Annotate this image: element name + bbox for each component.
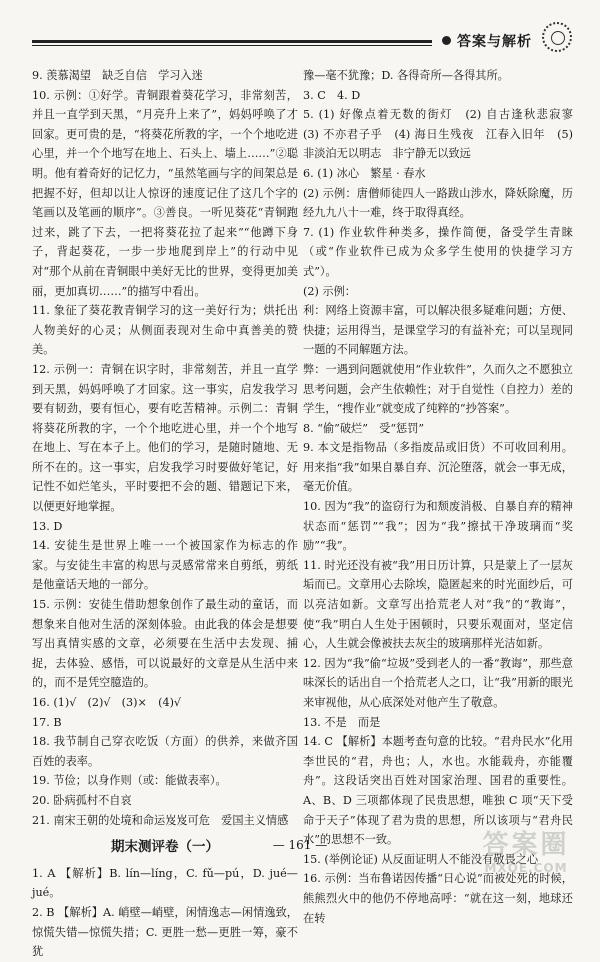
answer-item: 5. (1) 好像点着无数的街灯 (2) 自古逢秋悲寂寥 (3) 不亦君子乎 (4) 海日生残夜 江春入旧年 (5) 非淡泊无以明志 非宁静无以致远	[303, 108, 585, 161]
page-header	[32, 28, 572, 54]
answer-item: (2) 示例：	[303, 284, 356, 298]
watermark-url: MXQE.COM	[484, 861, 568, 875]
answer-item: 17. B	[32, 715, 62, 729]
answer-item: 16. 示例：当布鲁诺因传播“日心说”而被处死的时候，熊熊烈火中的他仍不停地高呼：“就在这一刻，地球还在转	[303, 872, 573, 925]
section-title: 期末测评卷（一）	[111, 839, 219, 856]
bullet-icon	[442, 36, 451, 45]
answer-item: 10. 示例：①好学。青铜跟着葵花学习，非常刻苦，并且一直学到天黑，“月亮升上来了”，妈妈呼唤了才回家。更可贵的是，“将葵花所教的字，一个个地吃进心里，并一个个地写在地上、石头上、墙上……”②聪明。他有着奇好的记忆力，“虽然笔画与字的间架总是把握不好，但却以让人惊讶的速度记住了这几个字的笔画以及笔画的顺序”。③善良。一听见葵花“青铜跑过来，跳了下去，一把将葵花拉了起来”“他蹲下身子，背起葵花，一步一步地爬到岸上”的行动中见对“那个从前在青铜眼中美好无比的世界，变得更加美丽，更加真切……”的描写中看出。	[32, 88, 298, 298]
header-rule-thin	[32, 45, 432, 46]
answer-item: 9. 本文是指物品（多指废品或旧货）不可收回利用。用来指“我”如果自暴自弃、沉沦堕落，就会一事无成，毫无价值。	[303, 441, 573, 494]
answer-item: 2. B 【解析】A. 峭壁—峭壁，闲情逸志—闲情逸致，惊慌失错—惊慌失措；C. 更胜一愁—更胜一筹，豪不犹	[32, 905, 298, 959]
answer-item: 10. 因为“我”的盗窃行为和颓废消极、自暴自弃的精神状态而“惩罚”“我”；因为“我”擦拭干净玻璃而“奖励”“我”。	[303, 500, 573, 553]
answer-item: 12. 因为“我”偷“垃圾”受到老人的一番“教诲”，那些意味深长的话出自一个拾荒老人之口，让“我”用新的眼光来审视他，从心底深处对他产生了敬意。	[303, 656, 573, 709]
answer-item: 21. 南宋王朝的处境和命运岌岌可危 爱国主义情感	[32, 813, 289, 827]
answer-item: 6. (1) 冰心 繁星 · 春水	[303, 166, 426, 180]
answer-item: 13. 不是 而是	[303, 715, 381, 729]
answer-item: 利：网络上资源丰富，可以解决很多疑难问题；方便、快捷；运用得当，是课堂学习的有益补充；可以呈现同一题的不同解题方法。	[303, 304, 573, 357]
left-column	[32, 66, 298, 962]
answer-item: 15. 示例：安徒生借助想象创作了最生动的童话，而想象来自他对生活的深刻体验。由此我的体会是想要写出真情实感的文章，必须要在生活中去发现、捕捉，去体验、感悟，可以说最好的文章是从生活中来的，而不是凭空臆造的。	[32, 598, 298, 690]
answer-item: 1. A 【解析】B. lín—líng，C. fǔ—pú，D. jué—jué。	[32, 866, 298, 900]
header-rule	[32, 40, 432, 43]
answer-item: 11. 时光还没有被“我”用日历计算，只是蒙上了一层灰垢而已。文章用心去除埃，隐匿起来的时光面纱后，可以亮洁如新。文章写出拾荒老人对“我”的“教诲”，使“我”明白人生处于困顿时，只要乐观面对，坚定信心，人生就会像被扶去灰尘的玻璃那样光洁如新。	[303, 558, 573, 651]
answer-item: 13. D	[32, 519, 63, 533]
answer-item: (2) 示例：唐僧师徒四人一路跋山涉水，降妖除魔，历经九九八十一难，终于取得真经。	[303, 186, 573, 220]
header-title: 答案与解析	[457, 34, 532, 50]
answer-item: 11. 象征了葵花教青铜学习的这一美好行为；烘托出人物美好的心灵；从侧面表现对生命中真善美的赞美。	[32, 304, 298, 357]
watermark-text: 答案圈	[482, 830, 570, 860]
answer-item: 豫—毫不犹豫；D. 各得奇所—各得其所。	[303, 69, 509, 82]
answer-item: 9. 羡慕渴望 缺乏自信 学习入迷	[32, 69, 203, 82]
answer-item: 7. (1) 作业软件种类多，操作简便，备受学生青睐（或“作业软件已成为众多学生使用的快捷学习方式”）。	[303, 225, 573, 278]
answer-item: 弊：一遇到问题就使用“作业软件”，久而久之不愿独立思考问题，会产生依赖性；对于自觉性（自控力）差的学生，“搜作业”就变成了纯粹的“抄答案”。	[303, 362, 573, 416]
answer-item: 20. 卧病孤村不自哀	[32, 793, 132, 807]
sun-logo-icon	[542, 22, 572, 52]
answer-item: 18. 我节制自己穿衣吃饭（方面）的供养，来做齐国百姓的表率。	[32, 735, 298, 768]
answer-item: 14. 安徒生是世界上唯一一个被国家作为标志的作家。与安徒生丰富的构思与灵感常常来自剪纸，剪纸是他童话天地的一部分。	[32, 539, 298, 592]
answer-item: 3. C 4. D	[303, 88, 361, 102]
answer-item: 8. “偷”破烂” 受“惩罚”	[303, 421, 425, 435]
right-column	[303, 66, 585, 928]
answer-item: 14. C 【解析】本题考查句意的比较。“君舟民水”化用李世民的“君，舟也；人，水也。水能载舟，亦能覆舟”。这段话突出百姓对国家治理、国君的重要性。A、B、D 三项都体现了民贵思想，唯独 C 项“天下受命于天子”体现了君为贵的思想，所以该项与“君舟民水”的思想不一致。	[303, 735, 573, 847]
answer-item: 16. (1)√ (2)√ (3)× (4)√	[32, 696, 182, 709]
answer-item: 15. (举例论证) 从反面证明人不能没有敬畏之心	[303, 852, 539, 866]
page-number: — 161 —	[272, 838, 328, 852]
answer-item: 19. 节俭；以身作则（或：能做表率）。	[32, 774, 227, 788]
answer-item: 12. 示例一：青铜在识字时，非常刻苦，并且一直学到天黑，妈妈呼唤了才回家。这一事实，启发我学习要有韧劲，要有恒心，要有吃苦精神。示例二：青铜将葵花所教的字，一个个地吃进心里，并一个个地写在地上、写在本子上。他们的学习，是随时随地、无所不在的。这一事实，启发我学习时要做好笔记，好记性不如烂笔头，平时要把不会的题、错题记下来，以便更好地掌握。	[32, 362, 298, 514]
watermark-logo	[466, 824, 586, 878]
